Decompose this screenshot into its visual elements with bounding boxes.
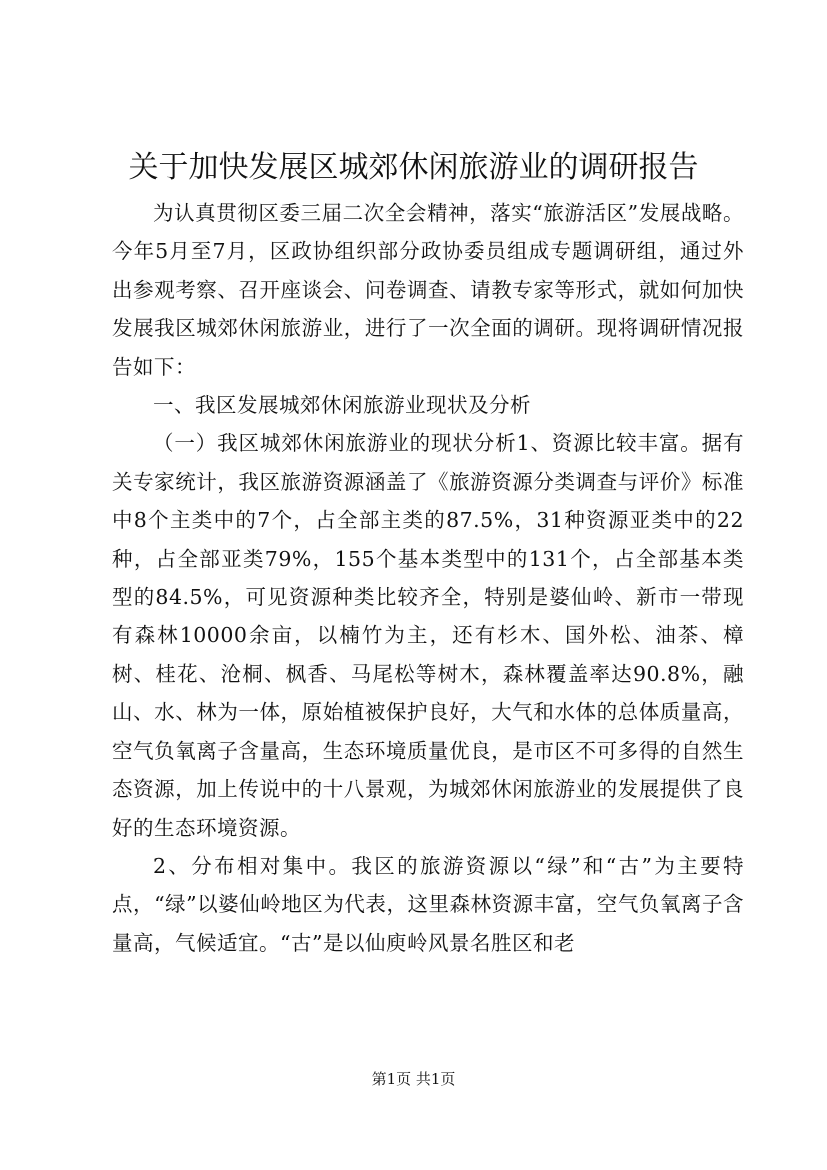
document-body [112,194,744,962]
intro-paragraph: 为认真贯彻区委三届二次全会精神，落实“旅游活区”发展战略。今年5月至7月，区政协组织部分政协委员组成专题调研组，通过外出参观考察、召开座谈会、问卷调查、请教专家等形式，就如何加快发展我区城郊休闲旅游业，进行了一次全面的调研。现将调研情况报告如下： [112,201,744,379]
status-analysis-paragraph: （一）我区城郊休闲旅游业的现状分析1、资源比较丰富。据有关专家统计，我区旅游资源涵盖了《旅游资源分类调查与评价》标准中8个主类中的7个，占全部主类的87.5%，31种资源亚类中的22种，占全部亚类79%，155个基本类型中的131个，占全部基本类型的84.5%，可见资源种类比较齐全，特别是婆仙岭、新市一带现有森林10000余亩，以楠竹为主，还有杉木、国外松、油茶、樟树、桂花、沧桐、枫香、马尾松等树木，森林覆盖率达90.8%，融山、水、林为一体，原始植被保护良好，大气和水体的总体质量高，空气负氧离子含量高，生态环境质量优良，是市区不可多得的自然生态资源，加上传说中的十八景观，为城郊休闲旅游业的发展提供了良好的生态环境资源。 [112,431,744,840]
distribution-paragraph: 2、分布相对集中。我区的旅游资源以“绿”和“古”为主要特点，“绿”以婆仙岭地区为代表，这里森林资源丰富，空气负氧离子含量高，气候适宜。“古”是以仙庾岭风景名胜区和老 [112,853,744,955]
section-heading: 一、我区发展城郊休闲旅游业现状及分析 [153,393,531,418]
page-number: 第1页 共1页 [371,1070,456,1088]
document-title: 关于加快发展区城郊休闲旅游业的调研报告 [128,150,699,185]
